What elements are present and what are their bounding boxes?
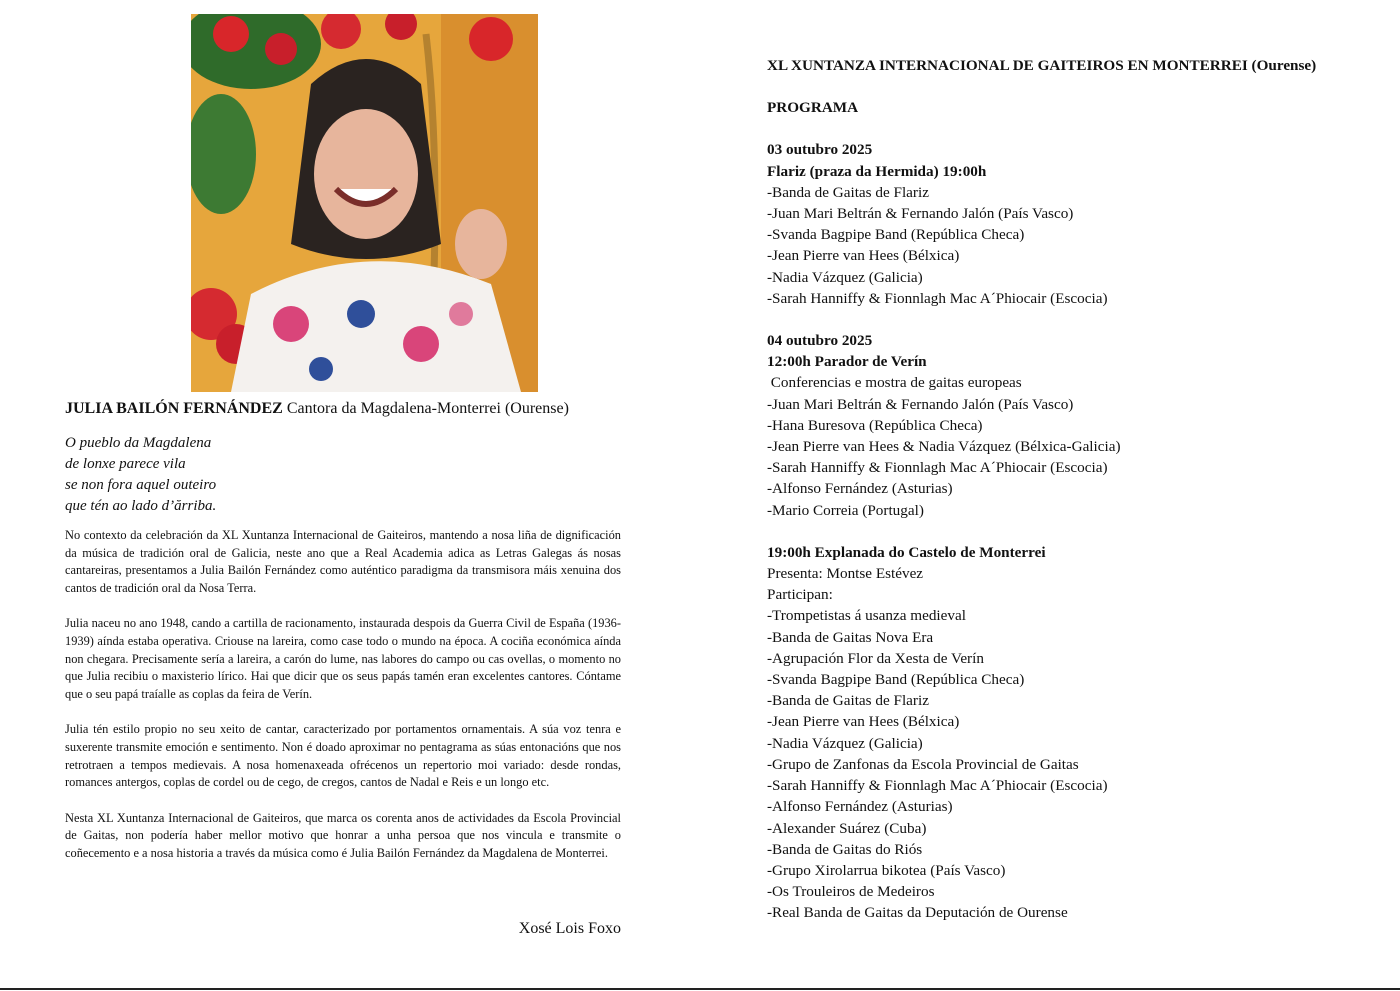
list-item: -Grupo de Zanfonas da Escola Provincial de Gaitas [767,755,1079,773]
list-item: -Grupo Xirolarrua bikotea (País Vasco) [767,861,1006,879]
list-item: -Jean Pierre van Hees (Bélxica) [767,713,960,731]
participants-label: Participan: [767,586,833,604]
evening-block [767,542,1367,924]
list-item: -Alfonso Fernández (Asturias) [767,798,953,816]
list-item: -Jean Pierre van Hees (Bélxica) [767,247,960,265]
list-item: -Jean Pierre van Hees & Nadia Vázquez (Bélxica-Galicia) [767,438,1121,456]
poem-line: que tén ao lado d’ărriba. [65,498,217,514]
poem-line: se non fora aquel outeiro [65,477,217,493]
portrait-illustration [191,14,538,392]
program-heading: PROGRAMA [767,99,859,117]
list-item: -Sarah Hanniffy & Fionnlagh Mac A´Phiocair (Escocia) [767,777,1108,795]
poem [65,433,621,517]
list-item: -Banda de Gaitas do Riós [767,840,923,858]
bio-paragraph: No contexto da celebración da XL Xuntanza Internacional de Gaiteiros, mantendo a nosa liña de dignificación da música de tradición oral de Galicia, neste ano que a Real Academia adica as Letras Galegas ás nosas cantareiras, presentamos a Julia Bailón Fernández como auténtico paradigma da transmisora máis xenuina dos cantos de tradición oral da Nosa Terra. [65,528,621,596]
poem-line: de lonxe parece vila [65,456,186,472]
day1-date: 03 outubro 2025 [767,141,873,159]
profile-role: Cantora da Magdalena-Monterrei (Ourense) [286,400,569,417]
left-column [65,398,621,937]
list-item: -Alfonso Fernández (Asturias) [767,480,953,498]
list-item: -Trompetistas á usanza medieval [767,607,966,625]
list-item: Conferencias e mostra de gaitas europeas [767,374,1022,392]
profile-heading [65,398,621,420]
day2-block [767,330,1367,521]
list-item: -Juan Mari Beltrán & Fernando Jalón (País Vasco) [767,205,1074,223]
list-item: -Sarah Hanniffy & Fionnlagh Mac A´Phiocair (Escocia) [767,459,1108,477]
list-item: -Banda de Gaitas de Flariz [767,183,929,201]
bio-paragraph: Julia naceu no ano 1948, cando a cartilla de racionamento, instaurada despois da Guerra Civil de España (1936-1939) aínda estaba operativa. Criouse na lareira, como case todo o mundo na época. A cociña económica aínda non chegara. Precisamente sería a lareira, a carón do lume, nas labores do campo ou cas ovellas, o momento no que Julia recibiu o maxisterio lírico. Hai que dicir que os seus papás tamén eran excelentes cantores. Cóntame que o seu papá traíalle as coplas da feira de Verín. [65,616,621,702]
author-signature: Xosé Lois Foxo [518,920,621,937]
bio-paragraph: Nesta XL Xuntanza Internacional de Gaiteiros, que marca os corenta anos de actividades da Escola Provincial de Gaitas, non podería haber mellor motivo que honrar a unha persoa que nos vincula e transmite o coñecemento e a nosa historia a través da música como é Julia Bailón Fernández da Magdalena de Monterrei. [65,810,621,861]
portrait-photo [191,14,538,392]
evening-presenter: Presenta: Montse Estévez [767,565,924,583]
list-item: -Juan Mari Beltrán & Fernando Jalón (País Vasco) [767,395,1074,413]
bio-paragraph: Julia tén estilo propio no seu xeito de cantar, caracterizado por portamentos ornamentais. A súa voz tenra e suxerente transmite emoción e sentimento. Non é doado aproximar no pentagrama as súas entonacións que nos retrotraen a tempos medievais. A nosa homenaxeada ofrécenos un repertorio moi variado: desde rondas, romances antergos, coplas de cordel ou de cego, de cregos, cantos de Nadal e Reis e un longo etc. [65,722,621,790]
day2-place: 12:00h Parador de Verín [767,353,927,371]
list-item: -Real Banda de Gaitas da Deputación de Ourense [767,904,1068,922]
program-title: XL XUNTANZA INTERNACIONAL DE GAITEIROS EN MONTERREI (Ourense) [767,57,1317,74]
profile-name: JULIA BAILÓN FERNÁNDEZ [65,400,283,417]
list-item: -Mario Correia (Portugal) [767,501,924,519]
day1-place: Flariz (praza da Hermida) 19:00h [767,162,987,180]
list-item: -Banda de Gaitas de Flariz [767,692,929,710]
poem-line: O pueblo da Magdalena [65,435,212,451]
list-item: -Hana Buresova (República Checa) [767,416,983,434]
list-item: -Svanda Bagpipe Band (República Checa) [767,226,1025,244]
list-item: -Nadia Vázquez (Galicia) [767,268,923,286]
list-item: -Banda de Gaitas Nova Era [767,628,934,646]
list-item: -Agrupación Flor da Xesta de Verín [767,649,984,667]
list-item: -Svanda Bagpipe Band (República Checa) [767,671,1025,689]
list-item: -Os Trouleiros de Medeiros [767,883,935,901]
biography [65,527,621,863]
list-item: -Sarah Hanniffy & Fionnlagh Mac A´Phiocair (Escocia) [767,289,1108,307]
evening-place: 19:00h Explanada do Castelo de Monterrei [767,543,1046,561]
day1-block [767,139,1367,309]
program-column [767,55,1367,924]
bottom-divider [0,988,1400,990]
list-item: -Alexander Suárez (Cuba) [767,819,927,837]
day2-date: 04 outubro 2025 [767,332,873,350]
list-item: -Nadia Vázquez (Galicia) [767,734,923,752]
